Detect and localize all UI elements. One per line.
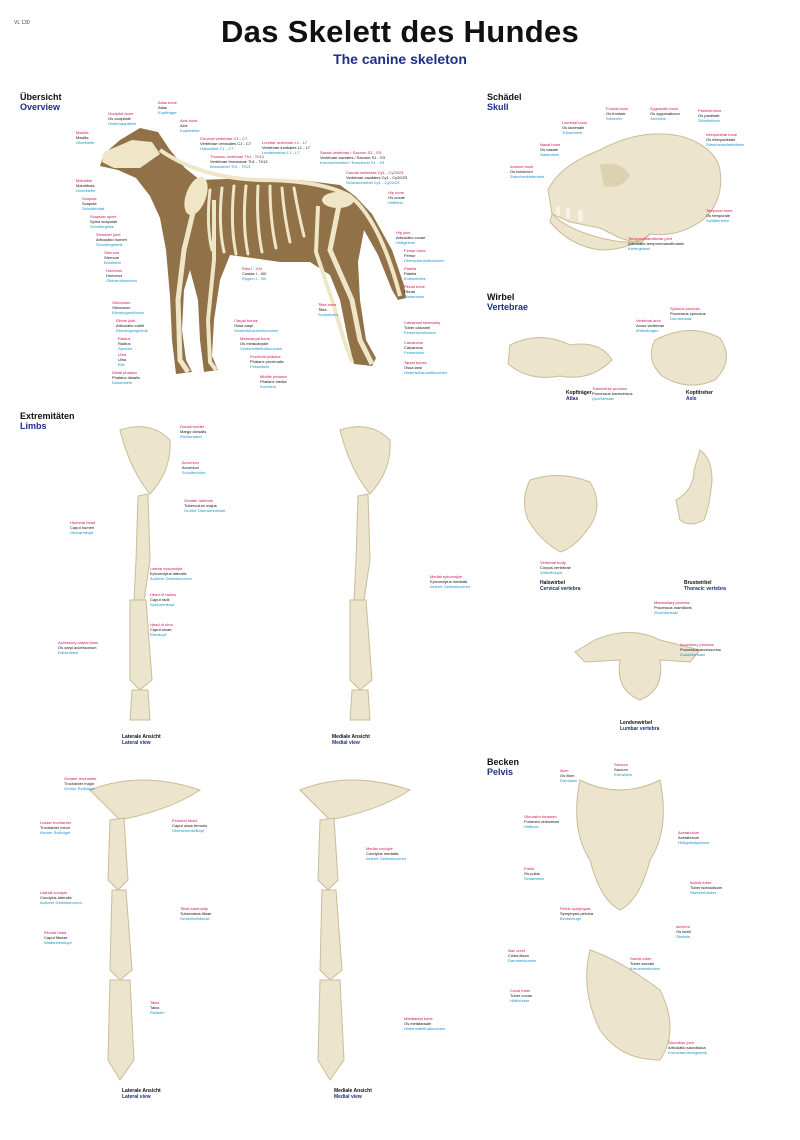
label-spinous: Spinous process Processus spinosus Dornfortsatz bbox=[670, 306, 706, 321]
label-acc-carpal: Accessory carpal bone Os carpi accessorium Erbsenbein bbox=[58, 640, 99, 655]
label-obturator: Obturator foramen Foramen obturatum Hüftloch bbox=[524, 814, 560, 829]
label-greater-tro: Greater trochanter Trochanter major Großer Rollhügel bbox=[64, 776, 97, 791]
label-greater-tub: Greater tubercle Tuberculum majus Großer Oberarmhöcker bbox=[184, 498, 226, 513]
section-limbs-de: Extremitäten bbox=[20, 411, 75, 421]
axis-bone bbox=[651, 330, 726, 385]
label-carpal: Carpal bones Ossa carpi Vorderfußwurzelknochen bbox=[234, 318, 279, 333]
dog-pelvis bbox=[322, 192, 354, 208]
label-lacrimal: Lacrimal bone Os lacrimale Tränenbein bbox=[562, 120, 588, 135]
label-olecranon: Olecranon Olecranon Ellenbogenhöcker bbox=[112, 300, 145, 315]
page-subtitle: The canine skeleton bbox=[333, 51, 467, 67]
label-acetabulum: Acetabulum Acetabulum Hüftgelenkpfanne bbox=[678, 830, 710, 845]
section-vertebrae-de: Wirbel bbox=[487, 292, 515, 302]
section-skull-en: Skull bbox=[487, 102, 509, 112]
label-hip: Hip bone Os coxae Hüftbein bbox=[388, 190, 405, 205]
label-tmj: Temporomandibular joint Articulatio temporomandibularis Kiefergelenk bbox=[628, 236, 685, 251]
hindlimb-medial bbox=[300, 780, 410, 1080]
section-pelvis-de: Becken bbox=[487, 757, 520, 767]
caption-atlas: Kopfträger Atlas bbox=[566, 390, 592, 402]
label-sacral: Sacral vertebrae / Sacrum S1 - S3 Vertebrae sacrales / Sacrum S1 - S3 Kreuzbeinwirbel / Kreuzbein S1 - S3 bbox=[320, 150, 385, 165]
label-costae: Ribs I - XIII Costae I - XIII Rippen I - XIII bbox=[242, 266, 267, 281]
section-vertebrae-en: Vertebrae bbox=[487, 302, 529, 312]
label-accessory: Accessory process Processus accessorius Zusatzfortsatz bbox=[680, 642, 721, 657]
label-ischial-tub: Ischial tuber Tuber ischiadicum Sitzbeinhöcker bbox=[690, 880, 723, 895]
label-acromion: Acromion Acromion Schulterhöhe bbox=[182, 460, 206, 475]
atlas-bone bbox=[508, 338, 612, 378]
label-mandible: Mandible Mandibula Unterkiefer bbox=[76, 178, 96, 193]
label-sternum: Sternum Sternum Brustbein bbox=[104, 250, 121, 265]
label-calcaneus: Calcaneus Calcaneus Fersenbein bbox=[404, 340, 425, 355]
label-cervical: Cervical vertebrae C1 - C7 Vertebrae cervicales C1 - C7 Halswirbel C1 - C7 bbox=[200, 136, 252, 151]
label-sacral-tuber: Sacral tuber Tuber sacrale Kreuzbeinhöcker bbox=[630, 956, 661, 971]
label-ulna: Ulna Ulna Elle bbox=[118, 352, 127, 367]
label-femur: Femur bone Femur Oberschenkelknochen bbox=[404, 248, 444, 263]
label-occipital: Occipital bone Os occipitale Hinterhauptbein bbox=[108, 111, 137, 126]
section-pelvis-en: Pelvis bbox=[487, 767, 514, 777]
caption-fore-lateral: Laterale Ansicht Lateral view bbox=[122, 734, 161, 746]
label-femoral-head: Femoral head Caput ossis femoris Oberschenkelkopf bbox=[172, 818, 208, 833]
label-temporal: Temporal bone Os temporale Schläfenbein bbox=[706, 208, 733, 223]
label-elbow: Elbow joint Articulatio cubiti Ellenbogengelenk bbox=[116, 318, 148, 333]
label-lumbar: Lumbar vertebrae L1 - L7 Vertebrae lumbales L1 - L7 Lendenwirbel L1 - L7 bbox=[262, 140, 311, 155]
label-interparietal: Interparietal bone Os interparietale Zwischenscheitelbein bbox=[706, 132, 745, 147]
label-fibular-head: Fibular head Caput fibulae Wadenbeinkopf bbox=[44, 930, 72, 945]
skull-illustration bbox=[548, 134, 721, 250]
label-tibia: Tibia bone Tibia Schienbein bbox=[318, 302, 338, 317]
cervical-vertebra bbox=[524, 475, 597, 552]
label-patella: Patella Patella Kniescheibe bbox=[404, 266, 426, 281]
label-calcaneal: Calcaneal tuberosity Tuber calcanei Fersenbeinhöcker bbox=[404, 320, 441, 335]
label-lat-epicond: Lateral epicondyle Epicondylus lateralis Äußerer Gelenkknorren bbox=[150, 566, 192, 581]
label-coxal-tuber: Coxal tuber Tuber coxae Hüfthöcker bbox=[510, 988, 533, 1003]
section-overview-de: Übersicht bbox=[20, 92, 62, 102]
label-humeral-head: Humeral head Caput humeri Oberarmkopf bbox=[70, 520, 96, 535]
label-iliac-crest: Iliac crest Crista iliaca Darmbeinkamm bbox=[508, 948, 537, 963]
caption-lumbar: Lendenwirbel Lumbar vertebra bbox=[620, 720, 660, 732]
label-mammillary: Mammillary process Processus mamillaris Zitzenfortsatz bbox=[654, 600, 692, 615]
label-atlas: Atlas bone Atlas Kopfträger bbox=[158, 100, 177, 115]
label-pubis: Pubis Os pubis Schambein bbox=[524, 866, 545, 881]
label-humerus: Humerus Humerus Oberarmknochen bbox=[106, 268, 137, 283]
label-lesser-tro: Lesser trochanter Trochanter minor Kleiner Rollhügel bbox=[40, 820, 72, 835]
label-vert-body: Vertebral body Corpus vertebrae Wirbelkörper bbox=[540, 560, 571, 575]
label-ilium: Ilium Os ilium Darmbein bbox=[560, 768, 578, 783]
caption-thoracic: Brustwirbel Thoracic vertebra bbox=[684, 580, 726, 592]
label-metatarsal: Metatarsal bone Os metatarsale Hintermittelfußknochen bbox=[404, 1016, 446, 1031]
label-sacroiliac: Sacroiliac joint Articulatio sacroiliaca Kreuzdarmbeingelenk bbox=[668, 1040, 707, 1055]
label-zygomatic: Zygomatic bone Os zygomaticum Jochbein bbox=[650, 106, 680, 121]
label-incisive: Incisive bone Os incisivum Zwischenkieferbein bbox=[510, 164, 545, 179]
label-ischium: Ischium Os ischii Sitzbein bbox=[676, 924, 692, 939]
label-med-condyle: Medial condyle Condylus medialis Innerer Gelenkknorren bbox=[366, 846, 407, 861]
label-middle-ph: Middle phalanx Phalanx media Kronbein bbox=[260, 374, 287, 389]
section-skull-de: Schädel bbox=[487, 92, 522, 102]
caption-hind-lateral: Laterale Ansicht Lateral view bbox=[122, 1088, 161, 1100]
label-hipjoint: Hip joint Articulatio coxae Hüftgelenk bbox=[396, 230, 426, 245]
label-metacarpal: Metacarpal bone Os metacarpale Vordermittelfußknochen bbox=[240, 336, 283, 351]
forelimb-medial bbox=[340, 427, 390, 720]
label-scapula: Scapula Scapula Schulterblatt bbox=[82, 196, 105, 211]
label-nasal: Nasal bone Os nasale Nasenbein bbox=[540, 142, 561, 157]
label-parietal: Parietal bone Os parietale Scheitelbein bbox=[698, 108, 722, 123]
section-overview-en: Overview bbox=[20, 102, 61, 112]
label-sacrum: Sacrum Sacrum Kreuzbein bbox=[614, 762, 633, 777]
caption-fore-medial: Mediale Ansicht Medial view bbox=[332, 734, 370, 746]
label-vert-arch: Vertebral arch Arcus vertebrae Wirbelbogen bbox=[636, 318, 665, 333]
label-thoracic: Thoracic vertebrae Th1 - Th13 Vertebrae thoracicae Th1 - Th13 Brustwirbel Th1 - Th13 bbox=[210, 154, 268, 169]
label-head-ulna: Head of ulna Caput ulnae Ellenkopf bbox=[150, 622, 173, 637]
label-head-radius: Head of radius Caput radii Speichenkopf bbox=[150, 592, 177, 607]
label-axis: Axis bone Axis Kopfdreher bbox=[180, 118, 200, 133]
label-frontal: Frontal bone Os frontale Stirnbein bbox=[606, 106, 629, 121]
caption-cervical: Halswirbel Cervical vertebra bbox=[540, 580, 581, 592]
section-limbs-en: Limbs bbox=[20, 421, 47, 431]
label-caudal: Caudal vertebrae Cy1 - Cy20/23 Vertebrae caudales Cy1 - Cy20/23 Schwanzwirbel Cy1 - Cy20/23 bbox=[346, 170, 408, 185]
label-shoulder: Shoulder joint Articulatio humeri Schultergelenk bbox=[96, 232, 127, 247]
label-symphysis: Pelvic symphysis Symphysis pelvina Beckenfuge bbox=[560, 906, 594, 921]
label-lat-condyle: Lateral condyle Condylus lateralis Äußerer Gelenkknorren bbox=[40, 890, 82, 905]
label-proximal-ph: Proximal phalanx Phalanx proximalis Fesselbein bbox=[250, 354, 284, 369]
label-scap-cart: Dorsal border Margo dorsalis Rückenrand bbox=[180, 424, 207, 439]
label-transverse: Transverse process Processus transversus Querfortsatz bbox=[592, 386, 633, 401]
label-radius: Radius Radius Speiche bbox=[118, 336, 133, 351]
label-talus: Talus Talus Rollbein bbox=[150, 1000, 165, 1015]
label-scap-spine: Scapular spine Spina scapulae Schultergräte bbox=[90, 214, 118, 229]
label-med-epicond: Medial epicondyle Epicondylus medialis Innerer Gelenkknorren bbox=[430, 574, 471, 589]
label-maxilla: Maxilla Maxilla Oberkiefer bbox=[76, 130, 95, 145]
label-fibula: Fibula bone Fibula Wadenbein bbox=[404, 284, 425, 299]
label-tarsal: Tarsal bones Ossa tarsi Hinterfußwurzelknochen bbox=[404, 360, 448, 375]
page-title: Das Skelett des Hundes bbox=[220, 14, 580, 49]
caption-hind-medial: Mediale Ansicht Medial view bbox=[334, 1088, 372, 1100]
label-tibial-tub: Tibial tuberosity Tuberositas tibiae Schienbeinbeule bbox=[180, 906, 212, 921]
poster-code: VL 130 bbox=[14, 20, 30, 26]
label-distal-ph: Distal phalanx Phalanx distalis Klauenbein bbox=[112, 370, 140, 385]
thoracic-vertebra bbox=[676, 450, 712, 524]
caption-axis: Kopfdreher Axis bbox=[686, 390, 713, 402]
